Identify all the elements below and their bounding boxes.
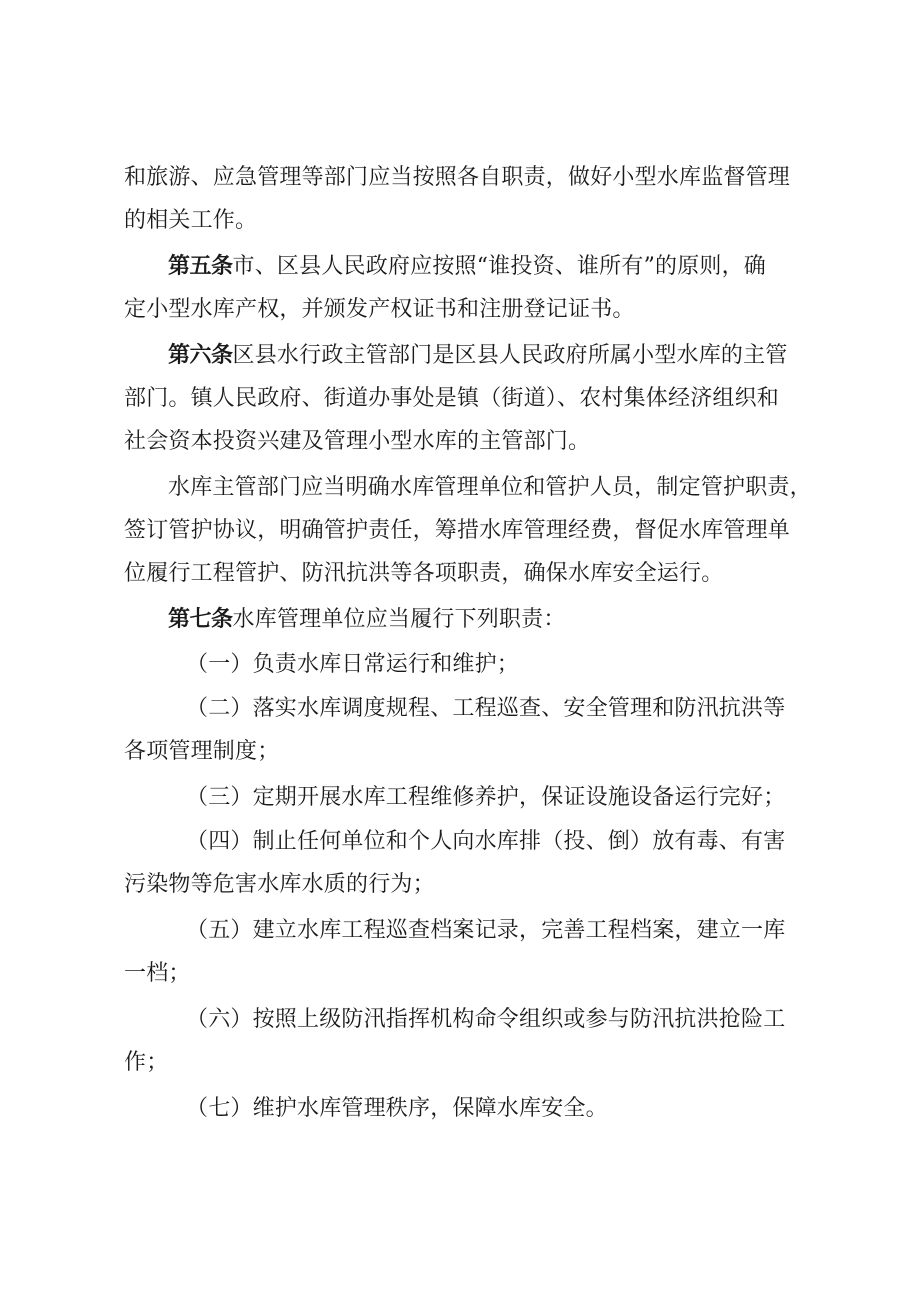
text-line: 各项管理制度； — [124, 739, 280, 764]
text-line: 市、区县人民政府应按照“谁投资、谁所有”的原则，确 — [232, 254, 767, 279]
article-6-paragraph — [168, 336, 788, 376]
text-line: 水库主管部门应当明确水库管理单位和管护人员，制定管护职责， — [168, 475, 812, 500]
list-item: （四）制止任何单位和个人向水库排（投、倒）放有毒、有害 — [186, 829, 786, 854]
text-line: 部门。镇人民政府、街道办事处是镇（街道）、农村集体经济组织和 — [124, 386, 780, 411]
list-item: （六）按照上级防汛指挥机构命令组织或参与防汛抗洪抢险工 — [186, 1007, 786, 1032]
list-item: （五）建立水库工程巡查档案记录，完善工程档案，建立一库 — [186, 918, 786, 943]
text-line: 和旅游、应急管理等部门应当按照各自职责，做好小型水库监督管理 — [124, 165, 791, 190]
text-line: 定小型水库产权，并颁发产权证书和注册登记证书。 — [124, 297, 635, 322]
text-line: 的相关工作。 — [124, 208, 258, 233]
list-item: （三）定期开展水库工程维修养护，保证设施设备运行完好； — [186, 785, 786, 810]
text-line: 污染物等危害水库水质的行为； — [124, 872, 435, 897]
text-line: 签订管护协议，明确管护责任，筹措水库管理经费，督促水库管理单 — [124, 518, 791, 543]
list-item: （七）维护水库管理秩序，保障水库安全。 — [186, 1096, 608, 1121]
text-line: 一档； — [124, 961, 191, 986]
article-heading: 第七条 — [168, 607, 233, 632]
article-7-paragraph — [168, 600, 566, 640]
text-line: 社会资本投资兴建及管理小型水库的主管部门。 — [124, 429, 591, 454]
article-5-paragraph — [168, 247, 766, 287]
text-line: 位履行工程管护、防汛抗洪等各项职责，确保水库安全运行。 — [124, 561, 724, 586]
article-heading: 第六条 — [168, 343, 233, 368]
list-item: （一）负责水库日常运行和维护； — [186, 652, 520, 677]
list-item: （二）落实水库调度规程、工程巡查、安全管理和防汛抗洪等 — [186, 696, 786, 721]
text-line: 水库管理单位应当履行下列职责： — [232, 607, 566, 632]
text-line: 区县水行政主管部门是区县人民政府所属小型水库的主管 — [232, 343, 788, 368]
article-heading: 第五条 — [168, 254, 233, 279]
text-line: 作； — [124, 1050, 169, 1075]
